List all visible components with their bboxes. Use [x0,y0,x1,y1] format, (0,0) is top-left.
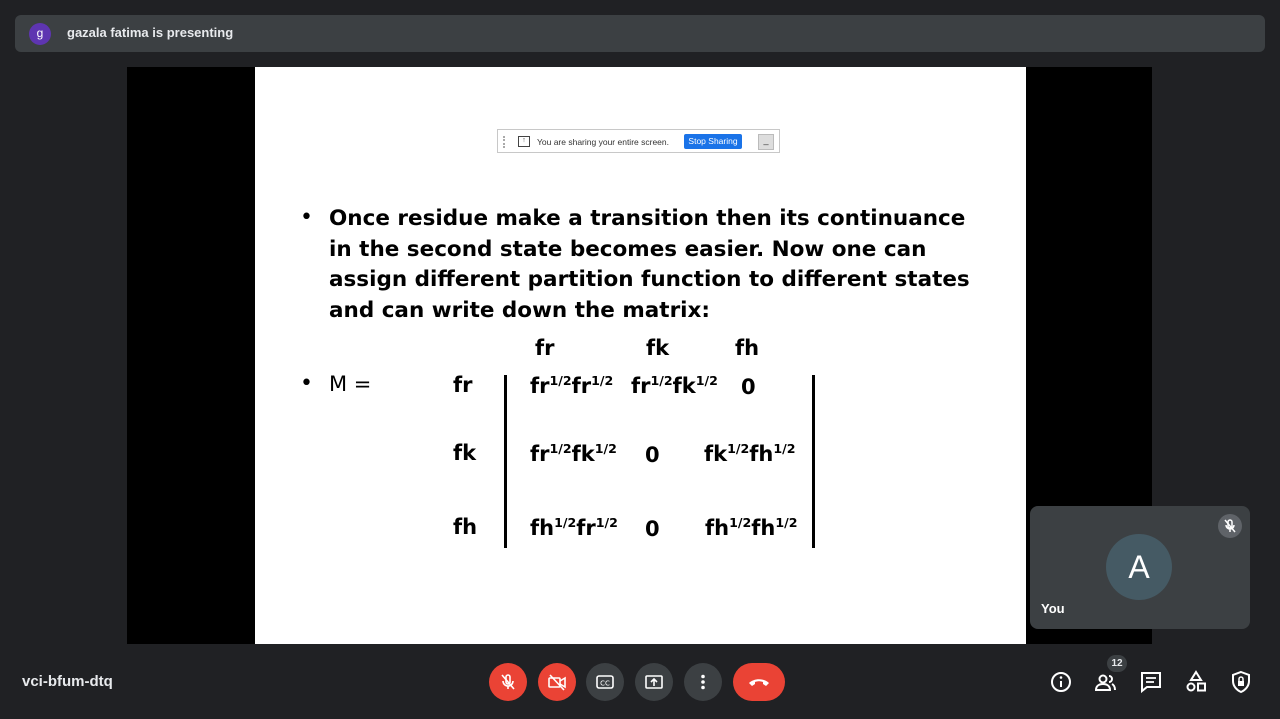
bullet-2: • [300,371,313,396]
matrix-left-bar [504,375,507,548]
meeting-details-button[interactable] [1048,669,1074,695]
matrix-cell-r1c2: $fr^{1/2}fk^{1/2}$ [631,373,718,398]
svg-text:CC: CC [600,679,610,688]
minimize-button[interactable]: _ [758,134,774,150]
slide-paragraph: Once residue make a transition then its continuance in the second state becomes easier. Now one can assign different partition function to different states and can write down the matrix: [329,206,970,323]
leave-call-button[interactable] [733,663,785,701]
matrix-cell-r2c3: $fk^{1/2}fh^{1/2}$ [704,441,796,466]
matrix-cell-r1c1: $fr^{1/2}fr^{1/2}$ [530,373,614,398]
chat-button[interactable] [1138,669,1164,695]
matrix-cell-r2c1: $fr^{1/2}fk^{1/2}$ [530,441,617,466]
more-options-button[interactable] [684,663,722,701]
self-muted-icon [1218,514,1242,538]
camera-toggle-button[interactable] [538,663,576,701]
chat-icon [1138,669,1164,695]
captions-icon [595,672,615,692]
people-icon [1093,669,1119,695]
col-header-fh: fh [735,336,760,360]
matrix-cell-r2c2: 0 [645,443,660,467]
matrix-cell-r3c2: 0 [645,517,660,541]
matrix-cell-r3c1: $fh^{1/2}fr^{1/2}$ [530,515,618,540]
share-notification-bar[interactable] [497,129,780,153]
shared-slide [255,67,1026,644]
camera-off-icon [547,672,567,692]
info-icon [1048,669,1074,695]
more-vert-icon [693,672,713,692]
participant-count-badge: 12 [1107,655,1127,672]
presenter-avatar: g [29,23,51,45]
share-message: You are sharing your entire screen. [537,137,669,147]
activities-button[interactable] [1183,669,1209,695]
self-avatar: A [1106,534,1172,600]
present-screen-button[interactable] [635,663,673,701]
host-controls-button[interactable] [1228,669,1254,695]
captions-button[interactable] [586,663,624,701]
drag-handle-icon[interactable] [503,136,507,148]
matrix-cell-r3c3: $fh^{1/2}fh^{1/2}$ [705,515,798,540]
microphone-toggle-button[interactable] [489,663,527,701]
row-label-fh: fh [453,515,478,539]
present-icon [644,672,664,692]
matrix-right-bar [812,375,815,548]
mic-off-icon [498,672,518,692]
col-header-fr: fr [535,336,555,360]
share-screen-icon: ↑ [518,136,530,147]
meeting-code: vci-bfum-dtq [22,673,113,690]
self-name-label: You [1041,601,1065,616]
col-header-fk: fk [646,336,670,360]
presenter-banner [15,15,1265,52]
shield-lock-icon [1228,669,1254,695]
people-button[interactable] [1093,669,1119,695]
activities-icon [1183,669,1209,695]
matrix-label: M = [329,372,372,396]
row-label-fr: fr [453,373,473,397]
self-view-tile[interactable] [1030,506,1250,629]
hang-up-icon [746,672,772,692]
row-label-fk: fk [453,441,477,465]
bullet-1: • [300,205,313,230]
stop-sharing-button[interactable]: Stop Sharing [684,134,742,149]
matrix-cell-r1c3: 0 [741,375,756,399]
presenter-banner-text: gazala fatima is presenting [67,25,234,40]
